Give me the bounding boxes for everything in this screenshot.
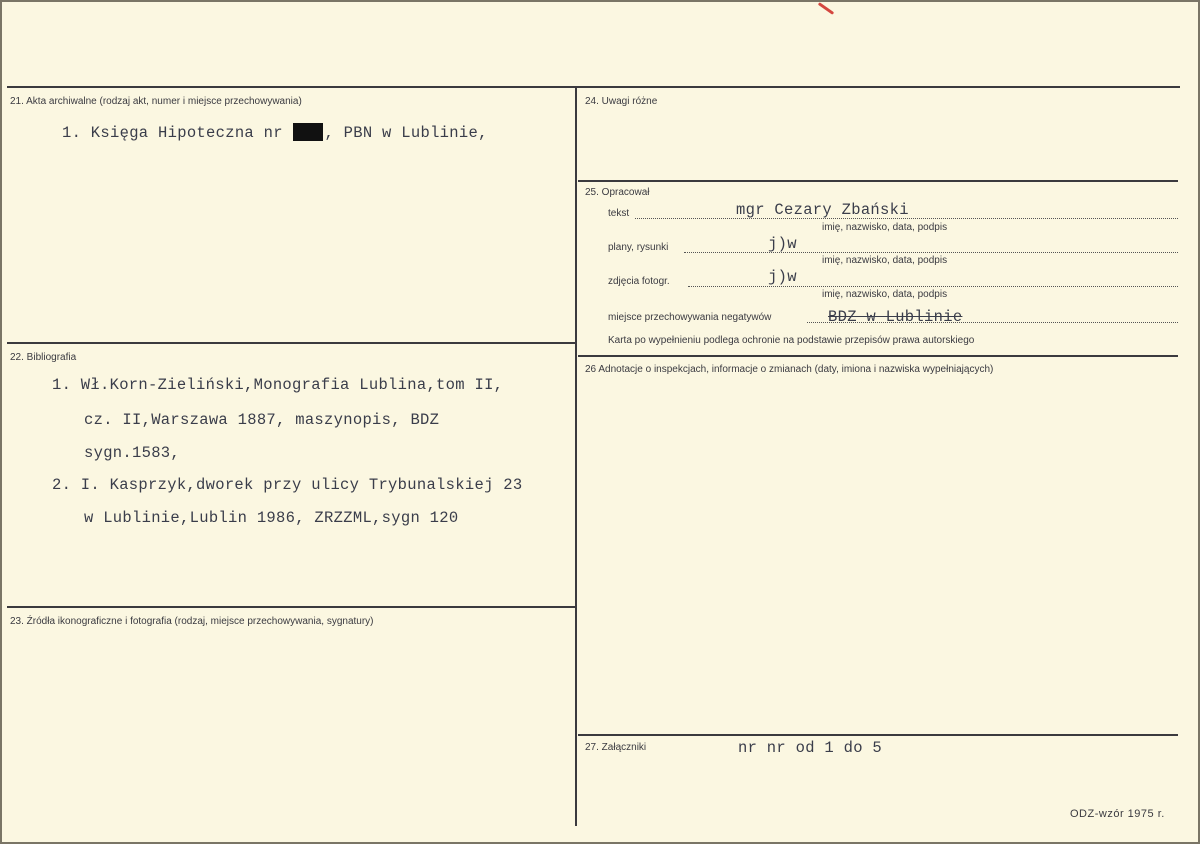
bibliography-line-3: sygn.1583, <box>84 444 181 462</box>
negatywy-label: miejsce przechowywania negatywów <box>608 312 772 323</box>
negatywy-value: BDZ w Lublinie <box>828 308 963 326</box>
red-ink-mark <box>818 2 834 15</box>
zdjecia-caption: imię, nazwisko, data, podpis <box>822 289 948 300</box>
form-version: ODZ-wzór 1975 r. <box>1070 808 1165 820</box>
tekst-value: mgr Cezary Zbański <box>736 201 909 219</box>
copyright-note: Karta po wypełnieniu podlega ochronie na podstawie przepisów prawa autorskiego <box>608 335 975 346</box>
bibliography-line-2: cz. II,Warszawa 1887, maszynopis, BDZ <box>84 411 440 429</box>
tekst-caption: imię, nazwisko, data, podpis <box>822 222 948 233</box>
zdjecia-value: j)w <box>768 268 797 286</box>
attachments-value: nr nr od 1 do 5 <box>738 739 883 757</box>
section-25-label: 25. Opracował <box>585 187 650 198</box>
section-21-label: 21. Akta archiwalne (rodzaj akt, numer i miejsce przechowywania) <box>10 96 302 107</box>
rule-25-26 <box>578 355 1178 357</box>
section-27-label: 27. Załączniki <box>585 742 647 753</box>
rule-21-22 <box>7 342 575 344</box>
zdjecia-dotline <box>688 286 1178 287</box>
archival-record-location: , PBN w Lublinie, <box>324 124 488 142</box>
zdjecia-label: zdjęcia fotogr. <box>608 276 670 287</box>
plany-label: plany, rysunki <box>608 242 669 253</box>
bibliography-line-4: 2. I. Kasprzyk,dworek przy ulicy Trybunalskiej 23 <box>52 476 523 494</box>
section-23-label: 23. Źródła ikonograficzne i fotografia (rodzaj, miejsce przechowywania, sygnatury) <box>10 616 374 627</box>
redaction-block <box>293 123 323 141</box>
rule-22-23 <box>7 606 575 608</box>
archival-record-line <box>62 123 488 142</box>
section-26-label: 26 Adnotacje o inspekcjach, informacje o zmianach (daty, imiona i nazwiska wypełniających) <box>585 364 994 375</box>
bibliography-line-1: 1. Wł.Korn-Zieliński,Monografia Lublina,tom II, <box>52 376 504 394</box>
bibliography-line-5: w Lublinie,Lublin 1986, ZRZZML,sygn 120 <box>84 509 459 527</box>
top-rule <box>7 86 1180 88</box>
section-24-label: 24. Uwagi różne <box>585 96 658 107</box>
rule-26-27 <box>578 734 1178 736</box>
section-22-label: 22. Bibliografia <box>10 352 77 363</box>
center-divider <box>575 88 577 826</box>
plany-caption: imię, nazwisko, data, podpis <box>822 255 948 266</box>
plany-dotline <box>684 252 1178 253</box>
tekst-label: tekst <box>608 208 630 219</box>
plany-value: j)w <box>768 235 797 253</box>
archival-record-text: 1. Księga Hipoteczna nr <box>62 124 283 142</box>
rule-24-25 <box>578 180 1178 182</box>
